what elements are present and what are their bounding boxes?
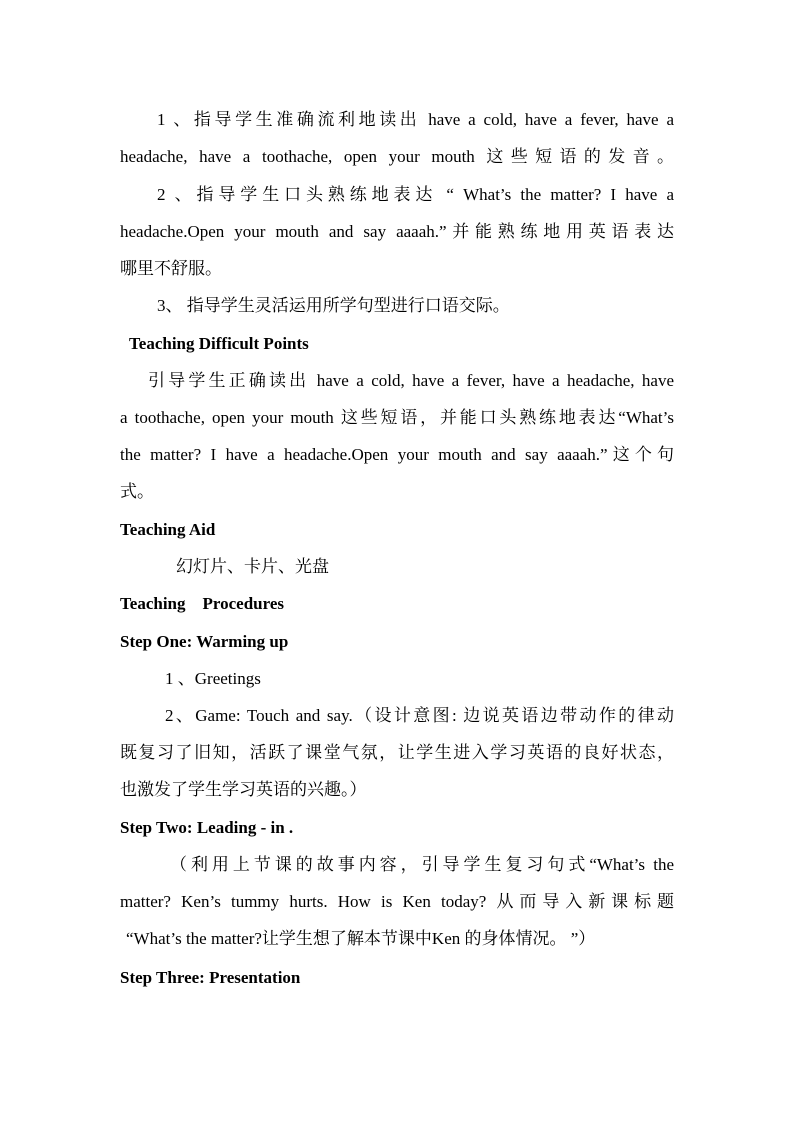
difficult-points-line-2: a toothache, open your mouth 这些短语，并能口头熟练地表达“What’s bbox=[120, 408, 674, 427]
step-one-heading: Step One: Warming up bbox=[120, 632, 289, 651]
objective-2-line-1: 2 、指导学生口头熟练地表达 “ What’s the matter? I have a bbox=[157, 185, 674, 204]
objective-3: 3、 指导学生灵活运用所学句型进行口语交际。 bbox=[157, 296, 510, 315]
step-one-item-1: 1 、Greetings bbox=[165, 669, 261, 688]
objective-2-line-2: headache.Open your mouth and say aaaah.”并能熟练地用英语表达 bbox=[120, 222, 674, 241]
difficult-points-line-4: 式。 bbox=[120, 482, 154, 501]
step-three-heading: Step Three: Presentation bbox=[120, 968, 301, 987]
objective-1-line-2: headache, have a toothache, open your mouth 这些短语的发音。 bbox=[120, 147, 674, 166]
difficult-points-line-1: 引导学生正确读出 have a cold, have a fever, have a headache, have bbox=[148, 371, 674, 390]
difficult-points-heading: Teaching Difficult Points bbox=[129, 334, 309, 353]
teaching-aid-items: 幻灯片、卡片、光盘 bbox=[176, 557, 329, 576]
objective-1-line-1: 1 、指导学生准确流利地读出 have a cold, have a fever, have a bbox=[157, 110, 674, 129]
step-two-line-3: “What’s the matter?让学生想了解本节课中Ken 的身体情况。 ”） bbox=[126, 929, 596, 948]
step-two-line-1: （利用上节课的故事内容，引导学生复习句式“What’s the bbox=[170, 855, 674, 874]
step-one-item-2-line-3: 也激发了学生学习英语的兴趣。） bbox=[120, 780, 367, 799]
teaching-aid-heading: Teaching Aid bbox=[120, 520, 216, 539]
step-two-heading: Step Two: Leading - in . bbox=[120, 818, 294, 837]
step-one-item-2-line-2: 既复习了旧知，活跃了课堂气氛，让学生进入学习英语的良好状态， bbox=[120, 743, 674, 762]
difficult-points-line-3: the matter? I have a headache.Open your mouth and say aaaah.”这个句 bbox=[120, 445, 674, 464]
objective-2-line-3: 哪里不舒服。 bbox=[120, 259, 222, 278]
teaching-procedures-heading: Teaching Procedures bbox=[120, 594, 285, 613]
step-one-item-2-line-1: 2、Game: Touch and say.（设计意图: 边说英语边带动作的律动 bbox=[165, 706, 674, 725]
step-two-line-2: matter? Ken’s tummy hurts. How is Ken today? 从而导入新课标题 bbox=[120, 892, 674, 911]
